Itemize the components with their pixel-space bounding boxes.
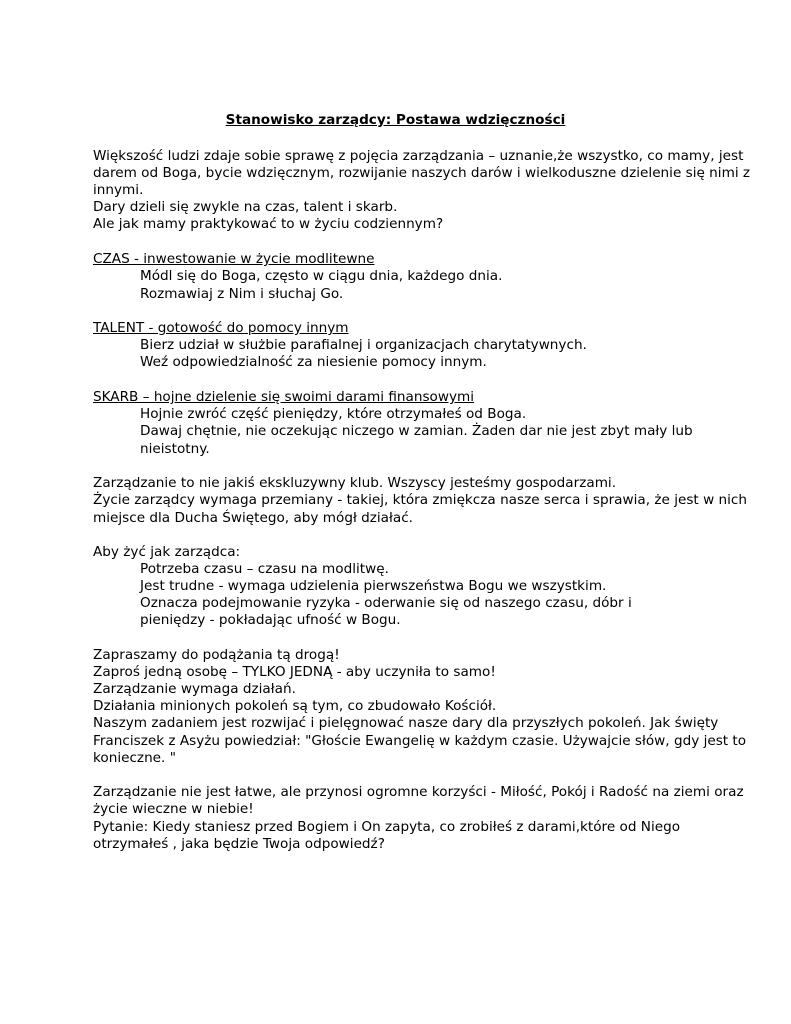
czas-line: Rozmawiaj z Nim i słuchaj Go. — [140, 286, 344, 302]
document-title: Stanowisko zarządcy: Postawa wdzięczności — [225, 112, 566, 128]
live-heading: Aby żyć jak zarządca: — [93, 544, 241, 560]
club-line: Zarządzanie to nie jakiś ekskluzywny klub. Wszyscy jesteśmy gospodarzami. — [93, 475, 617, 491]
intro-line: innymi. — [93, 182, 144, 198]
intro-line: Większość ludzi zdaje sobie sprawę z pojęcia zarządzania – uznanie,że wszystko, co mamy, jest — [93, 148, 744, 164]
invite-line: Zaproś jedną osobę – TYLKO JEDNĄ - aby uczyniła to samo! — [93, 664, 496, 680]
invite-line: Franciszek z Asyżu powiedział: "Głoście Ewangelię w każdym czasie. Używajcie słów, gdy jest to — [93, 733, 747, 749]
czas-line: Módl się do Boga, często w ciągu dnia, każdego dnia. — [140, 268, 503, 284]
skarb-line: nieistotny. — [140, 441, 210, 457]
live-line: Oznacza podejmowanie ryzyka - oderwanie się od naszego czasu, dóbr i — [140, 595, 632, 611]
talent-line: Weź odpowiedzialność za niesienie pomocy innym. — [140, 354, 487, 370]
club-line: miejsce dla Ducha Świętego, aby mógł działać. — [93, 510, 414, 526]
club-line: Życie zarządcy wymaga przemiany - takiej, która zmiękcza nasze serca i sprawia, że jest w nich — [93, 492, 747, 508]
skarb-heading: SKARB – hojne dzielenie się swoimi darami finansowymi — [93, 389, 475, 405]
invite-line: Działania minionych pokoleń są tym, co zbudowało Kościół. — [93, 698, 497, 714]
closing-line: Pytanie: Kiedy staniesz przed Bogiem i On zapyta, co zrobiłeś z darami,które od Niego — [93, 819, 681, 835]
intro-line: Ale jak mamy praktykować to w życiu codziennym? — [93, 216, 444, 232]
skarb-line: Dawaj chętnie, nie oczekując niczego w zamian. Żaden dar nie jest zbyt mały lub — [140, 423, 693, 439]
talent-line: Bierz udział w służbie parafialnej i organizacjach charytatywnych. — [140, 337, 587, 353]
live-line: Jest trudne - wymaga udzielenia pierwszeństwa Bogu we wszystkim. — [140, 578, 607, 594]
invite-line: Zarządzanie wymaga działań. — [93, 681, 296, 697]
skarb-line: Hojnie zwróć część pieniędzy, które otrzymałeś od Boga. — [140, 406, 527, 422]
intro-line: Dary dzieli się zwykle na czas, talent i skarb. — [93, 199, 398, 215]
talent-heading: TALENT - gotowość do pomocy innym — [93, 320, 349, 336]
closing-line: otrzymałeś , jaka będzie Twoja odpowiedź? — [93, 836, 385, 852]
closing-line: Zarządzanie nie jest łatwe, ale przynosi ogromne korzyści - Miłość, Pokój i Radość na ziemi oraz — [93, 784, 744, 800]
invite-line: Zapraszamy do podążania tą drogą! — [93, 647, 340, 663]
live-line: Potrzeba czasu – czasu na modlitwę. — [140, 561, 389, 577]
invite-line: Naszym zadaniem jest rozwijać i pielęgnować nasze dary dla przyszłych pokoleń. Jak święty — [93, 715, 719, 731]
czas-heading: CZAS - inwestowanie w życie modlitewne — [93, 251, 375, 267]
invite-line: konieczne. " — [93, 750, 176, 766]
live-line: pieniędzy - pokładając ufność w Bogu. — [140, 612, 401, 628]
intro-line: darem od Boga, bycie wdzięcznym, rozwijanie naszych darów i wielkoduszne dzielenie się nimi z — [93, 165, 751, 181]
closing-line: życie wieczne w niebie! — [93, 801, 254, 817]
